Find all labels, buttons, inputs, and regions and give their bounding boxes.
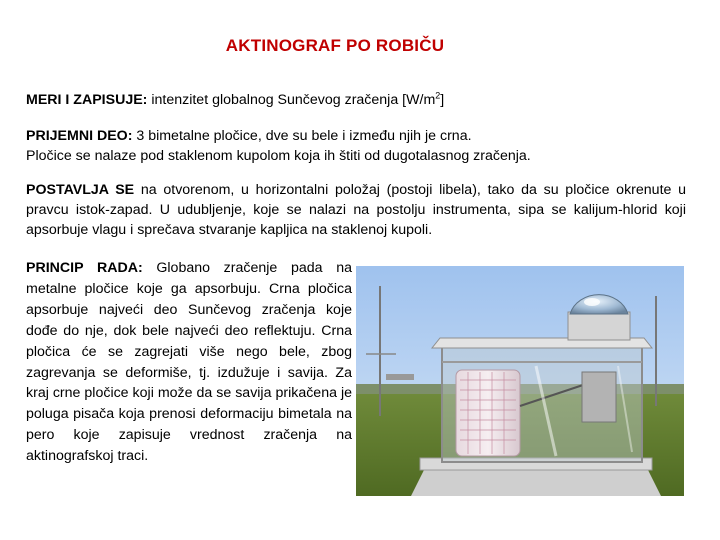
measures-text-end: ] — [440, 92, 445, 108]
principle-paragraph — [26, 258, 352, 467]
measures-paragraph — [26, 90, 686, 110]
actinograph-illustration — [356, 266, 684, 496]
receiver-line2: Pločice se nalaze pod staklenom kupolom koja ih štiti od dugotalasnog zračenja. — [26, 148, 531, 164]
placement-text: na otvorenom, u horizontalni položaj (postoji libela), tako da su pločice okrenute u pravcu istok-zapad. U udubljenje, koje se nalazi na postolju instrumenta, sipa se kalijum-hlorid koji apsorbuje vlagu i sprečava stvaranje kapljica na staklenoj kupoli. — [26, 182, 687, 238]
placement-label: POSTAVLJA SE — [26, 182, 135, 198]
page-title: AKTINOGRAF PO ROBIČU — [225, 36, 445, 55]
receiver-line1: 3 bimetalne pločice, dve su bele i između njih je crna. — [132, 128, 472, 144]
principle-text: Globano zračenje pada na metalne pločice koje ga apsorbuju. Crna pločica apsorbuje najveći deo Sunčevog zračenja koje dođe do nje, dok bele najveći deo reflektuju. Crna pločica će se zagrejati više nego bele, zbog zagrevanja se deformiše, tj. izdužuje i savija. Za kraj crne pločice koji može da se savija prikačena je poluga pisača koja prenosi deformaciju bimetala na pero koje zapisuje vrednost zračenja na aktinografskoj traci. — [26, 260, 352, 465]
measures-label: MERI I ZAPISUJE: — [26, 92, 148, 108]
receiver-label: PRIJEMNI DEO: — [26, 128, 133, 144]
placement-paragraph — [26, 180, 686, 240]
principle-label: PRINCIP RADA: — [26, 260, 143, 276]
receiver-paragraph — [26, 126, 686, 166]
actinograph-photo — [356, 266, 684, 496]
measures-superscript: 2 — [435, 90, 441, 101]
measures-text: intenzitet globalnog Sunčevog zračenja [W/m — [147, 92, 436, 108]
